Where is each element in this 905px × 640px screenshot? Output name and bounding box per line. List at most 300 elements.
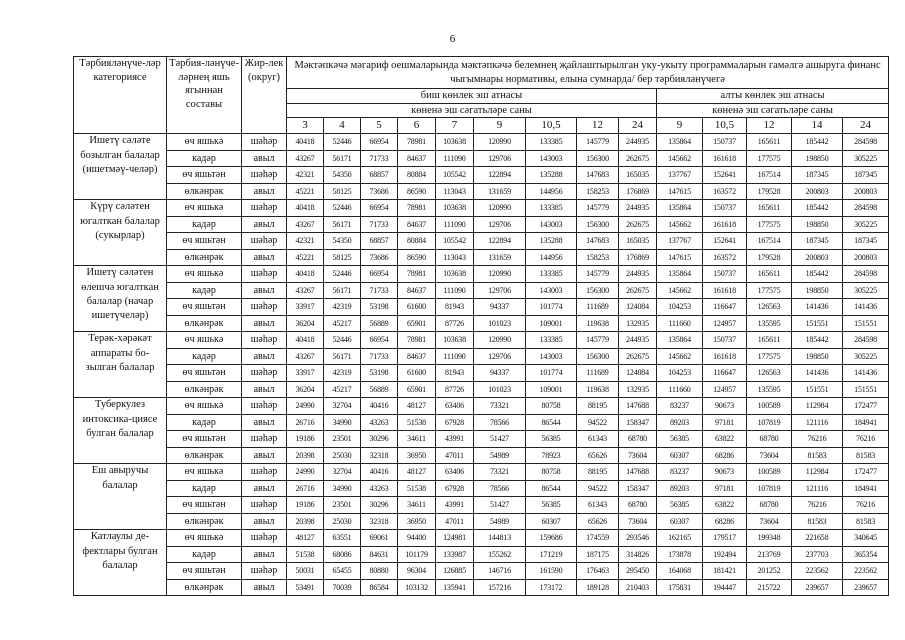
value-cell: 161618 <box>703 216 747 233</box>
value-cell: 86544 <box>526 414 577 431</box>
value-cell: 47011 <box>436 447 474 464</box>
value-cell: 51538 <box>398 414 436 431</box>
value-cell: 88195 <box>577 464 619 481</box>
value-cell: 107819 <box>747 480 792 497</box>
age-cell: өлкәнрәк <box>167 183 242 200</box>
value-cell: 144813 <box>474 530 526 547</box>
region-cell: авыл <box>242 546 287 563</box>
value-cell: 284598 <box>843 134 889 151</box>
value-cell: 198850 <box>792 150 843 167</box>
value-cell: 103638 <box>436 134 474 151</box>
value-cell: 152641 <box>703 233 747 250</box>
age-cell: кадәр <box>167 150 242 167</box>
value-cell: 295450 <box>619 563 657 580</box>
value-cell: 113043 <box>436 183 474 200</box>
value-cell: 107819 <box>747 414 792 431</box>
table-row <box>74 563 889 580</box>
value-cell: 173878 <box>657 546 703 563</box>
value-cell: 161618 <box>703 150 747 167</box>
value-cell: 66954 <box>361 332 398 349</box>
value-cell: 124084 <box>619 299 657 316</box>
value-cell: 262675 <box>619 282 657 299</box>
value-cell: 34611 <box>398 497 436 514</box>
value-cell: 179517 <box>703 530 747 547</box>
value-cell: 176869 <box>619 183 657 200</box>
value-cell: 200803 <box>792 249 843 266</box>
value-cell: 152641 <box>703 167 747 184</box>
value-cell: 340645 <box>843 530 889 547</box>
table-row <box>74 546 889 563</box>
value-cell: 63406 <box>436 398 474 415</box>
value-cell: 129706 <box>474 150 526 167</box>
value-cell: 201252 <box>747 563 792 580</box>
value-cell: 145779 <box>577 200 619 217</box>
value-cell: 84637 <box>398 348 436 365</box>
table-row <box>74 497 889 514</box>
value-cell: 56171 <box>324 216 361 233</box>
age-cell: өлкәнрәк <box>167 249 242 266</box>
value-cell: 20398 <box>287 447 324 464</box>
value-cell: 76216 <box>792 497 843 514</box>
value-cell: 43263 <box>361 480 398 497</box>
value-cell: 141436 <box>843 299 889 316</box>
value-cell: 67928 <box>436 414 474 431</box>
value-cell: 177575 <box>747 216 792 233</box>
value-cell: 103638 <box>436 266 474 283</box>
value-cell: 24990 <box>287 398 324 415</box>
value-cell: 181421 <box>703 563 747 580</box>
value-cell: 71733 <box>361 150 398 167</box>
age-cell: өч яшьтән <box>167 563 242 580</box>
value-cell: 70039 <box>324 579 361 596</box>
value-cell: 124084 <box>619 365 657 382</box>
value-cell: 156300 <box>577 150 619 167</box>
value-cell: 165611 <box>747 134 792 151</box>
region-cell: шәһәр <box>242 431 287 448</box>
value-cell: 147683 <box>577 233 619 250</box>
hours-6day-header: 12 <box>747 118 792 134</box>
region-cell: шәһәр <box>242 497 287 514</box>
value-cell: 163572 <box>703 249 747 266</box>
value-cell: 80758 <box>526 464 577 481</box>
value-cell: 165611 <box>747 200 792 217</box>
value-cell: 56385 <box>526 431 577 448</box>
value-cell: 43267 <box>287 150 324 167</box>
value-cell: 141436 <box>792 299 843 316</box>
value-cell: 116647 <box>703 365 747 382</box>
value-cell: 94522 <box>577 480 619 497</box>
hours-6day-header: 14 <box>792 118 843 134</box>
value-cell: 129706 <box>474 348 526 365</box>
value-cell: 51538 <box>287 546 324 563</box>
value-cell: 155262 <box>474 546 526 563</box>
value-cell: 26716 <box>287 414 324 431</box>
region-cell: шәһәр <box>242 332 287 349</box>
value-cell: 156300 <box>577 348 619 365</box>
value-cell: 40418 <box>287 134 324 151</box>
value-cell: 32318 <box>361 447 398 464</box>
value-cell: 45217 <box>324 315 361 332</box>
age-cell: өлкәнрәк <box>167 315 242 332</box>
value-cell: 365354 <box>843 546 889 563</box>
age-cell: кадәр <box>167 414 242 431</box>
age-cell: өлкәнрәк <box>167 381 242 398</box>
value-cell: 111660 <box>657 381 703 398</box>
value-cell: 305225 <box>843 216 889 233</box>
value-cell: 71733 <box>361 216 398 233</box>
region-cell: авыл <box>242 216 287 233</box>
region-cell: шәһәр <box>242 299 287 316</box>
value-cell: 145662 <box>657 348 703 365</box>
value-cell: 135595 <box>747 315 792 332</box>
hours-5day-header: 24 <box>619 118 657 134</box>
value-cell: 78566 <box>474 480 526 497</box>
value-cell: 150737 <box>703 266 747 283</box>
value-cell: 65626 <box>577 447 619 464</box>
age-cell: өч яшьтән <box>167 167 242 184</box>
value-cell: 73604 <box>747 513 792 530</box>
value-cell: 81943 <box>436 365 474 382</box>
header-six-day: алты көнлек эш атнасы <box>657 89 889 104</box>
hours-6day-header: 24 <box>843 118 889 134</box>
value-cell: 68286 <box>703 513 747 530</box>
age-cell: өч яшькә <box>167 530 242 547</box>
value-cell: 66954 <box>361 134 398 151</box>
value-cell: 244935 <box>619 134 657 151</box>
value-cell: 87726 <box>436 315 474 332</box>
age-cell: өлкәнрәк <box>167 513 242 530</box>
value-cell: 145662 <box>657 282 703 299</box>
age-cell: өч яшькә <box>167 464 242 481</box>
value-cell: 56171 <box>324 282 361 299</box>
value-cell: 66954 <box>361 266 398 283</box>
region-cell: шәһәр <box>242 233 287 250</box>
value-cell: 101179 <box>398 546 436 563</box>
value-cell: 120990 <box>474 134 526 151</box>
value-cell: 161590 <box>526 563 577 580</box>
value-cell: 194447 <box>703 579 747 596</box>
value-cell: 163572 <box>703 183 747 200</box>
table-row <box>74 579 889 596</box>
value-cell: 30296 <box>361 431 398 448</box>
region-cell: авыл <box>242 414 287 431</box>
value-cell: 103638 <box>436 332 474 349</box>
region-cell: авыл <box>242 381 287 398</box>
value-cell: 83237 <box>657 398 703 415</box>
value-cell: 36950 <box>398 513 436 530</box>
value-cell: 54989 <box>474 513 526 530</box>
value-cell: 47011 <box>436 513 474 530</box>
value-cell: 80884 <box>398 167 436 184</box>
value-cell: 156300 <box>577 216 619 233</box>
value-cell: 52446 <box>324 200 361 217</box>
region-cell: авыл <box>242 480 287 497</box>
value-cell: 111689 <box>577 365 619 382</box>
value-cell: 60307 <box>657 447 703 464</box>
value-cell: 175831 <box>657 579 703 596</box>
value-cell: 135864 <box>657 200 703 217</box>
value-cell: 314826 <box>619 546 657 563</box>
value-cell: 56385 <box>526 497 577 514</box>
value-cell: 45221 <box>287 249 324 266</box>
value-cell: 167514 <box>747 167 792 184</box>
value-cell: 167514 <box>747 233 792 250</box>
header-hours-label-6: көненә эш сәгатьләре саны <box>657 103 889 118</box>
value-cell: 34990 <box>324 480 361 497</box>
value-cell: 151551 <box>843 381 889 398</box>
value-cell: 198850 <box>792 348 843 365</box>
region-cell: шәһәр <box>242 266 287 283</box>
value-cell: 135288 <box>526 167 577 184</box>
category-cell: Ишетү сәләте бозылган балалар (ишетмәү-челәр) <box>74 134 167 200</box>
category-cell: Ишетү сәләтен өлешчә югалткан балалар (начар ишетүчеләр) <box>74 266 167 332</box>
value-cell: 34611 <box>398 431 436 448</box>
value-cell: 88195 <box>577 398 619 415</box>
value-cell: 53198 <box>361 365 398 382</box>
value-cell: 43267 <box>287 348 324 365</box>
value-cell: 19186 <box>287 431 324 448</box>
table-row <box>74 167 889 184</box>
value-cell: 145779 <box>577 332 619 349</box>
value-cell: 151551 <box>792 381 843 398</box>
value-cell: 112984 <box>792 398 843 415</box>
hours-5day-header: 5 <box>361 118 398 134</box>
value-cell: 45217 <box>324 381 361 398</box>
value-cell: 56171 <box>324 150 361 167</box>
table-row <box>74 216 889 233</box>
hours-6day-header: 9 <box>657 118 703 134</box>
value-cell: 111689 <box>577 299 619 316</box>
table-row <box>74 150 889 167</box>
value-cell: 137767 <box>657 233 703 250</box>
value-cell: 121116 <box>792 480 843 497</box>
value-cell: 32704 <box>324 464 361 481</box>
category-cell: Катлаулы де-фектлары булган балалар <box>74 530 167 596</box>
value-cell: 76216 <box>843 431 889 448</box>
value-cell: 158347 <box>619 414 657 431</box>
age-cell: кадәр <box>167 216 242 233</box>
value-cell: 159686 <box>526 530 577 547</box>
value-cell: 52446 <box>324 266 361 283</box>
value-cell: 78981 <box>398 332 436 349</box>
value-cell: 157216 <box>474 579 526 596</box>
value-cell: 81583 <box>792 513 843 530</box>
value-cell: 133385 <box>526 134 577 151</box>
value-cell: 90673 <box>703 464 747 481</box>
value-cell: 133385 <box>526 266 577 283</box>
value-cell: 262675 <box>619 150 657 167</box>
value-cell: 145662 <box>657 216 703 233</box>
value-cell: 144956 <box>526 183 577 200</box>
value-cell: 40418 <box>287 332 324 349</box>
value-cell: 32318 <box>361 513 398 530</box>
value-cell: 60307 <box>657 513 703 530</box>
value-cell: 76216 <box>792 431 843 448</box>
value-cell: 73321 <box>474 398 526 415</box>
value-cell: 33917 <box>287 299 324 316</box>
value-cell: 121116 <box>792 414 843 431</box>
value-cell: 305225 <box>843 348 889 365</box>
value-cell: 40416 <box>361 398 398 415</box>
region-cell: авыл <box>242 447 287 464</box>
header-region: Жир-лек (округ) <box>242 57 287 134</box>
value-cell: 239657 <box>843 579 889 596</box>
value-cell: 192494 <box>703 546 747 563</box>
value-cell: 71733 <box>361 282 398 299</box>
value-cell: 25030 <box>324 513 361 530</box>
value-cell: 84637 <box>398 216 436 233</box>
value-cell: 284598 <box>843 332 889 349</box>
category-cell: Терәк-хәрәкәт аппараты бо-зылган балалар <box>74 332 167 398</box>
header-five-day: биш көнлек эш атнасы <box>287 89 657 104</box>
value-cell: 56889 <box>361 381 398 398</box>
value-cell: 176869 <box>619 249 657 266</box>
value-cell: 132935 <box>619 381 657 398</box>
value-cell: 185442 <box>792 134 843 151</box>
value-cell: 131659 <box>474 249 526 266</box>
value-cell: 158347 <box>619 480 657 497</box>
value-cell: 63822 <box>703 497 747 514</box>
value-cell: 145662 <box>657 150 703 167</box>
value-cell: 126563 <box>747 299 792 316</box>
value-cell: 94337 <box>474 299 526 316</box>
value-cell: 135864 <box>657 266 703 283</box>
value-cell: 116647 <box>703 299 747 316</box>
value-cell: 104253 <box>657 299 703 316</box>
value-cell: 172477 <box>843 398 889 415</box>
value-cell: 185442 <box>792 266 843 283</box>
hours-5day-header: 3 <box>287 118 324 134</box>
value-cell: 32704 <box>324 398 361 415</box>
header-hours-label-5: көненә эш сәгатьләре саны <box>287 103 657 118</box>
region-cell: шәһәр <box>242 464 287 481</box>
value-cell: 86590 <box>398 249 436 266</box>
region-cell: шәһәр <box>242 530 287 547</box>
value-cell: 83237 <box>657 464 703 481</box>
value-cell: 68780 <box>747 431 792 448</box>
value-cell: 293546 <box>619 530 657 547</box>
value-cell: 65455 <box>324 563 361 580</box>
value-cell: 143003 <box>526 282 577 299</box>
table-row <box>74 513 889 530</box>
value-cell: 67928 <box>436 480 474 497</box>
value-cell: 161618 <box>703 282 747 299</box>
value-cell: 48127 <box>398 464 436 481</box>
category-cell: Күрү сәләтен югалткан балалар (сукырлар) <box>74 200 167 266</box>
value-cell: 200803 <box>792 183 843 200</box>
value-cell: 147615 <box>657 249 703 266</box>
age-cell: кадәр <box>167 546 242 563</box>
value-cell: 54350 <box>324 167 361 184</box>
hours-5day-header: 12 <box>577 118 619 134</box>
value-cell: 284598 <box>843 266 889 283</box>
value-cell: 73604 <box>619 447 657 464</box>
header-age: Тәрбия-ләнүче-ләрнең яшь ягыннан составы <box>167 57 242 134</box>
value-cell: 158253 <box>577 183 619 200</box>
value-cell: 133385 <box>526 332 577 349</box>
value-cell: 100589 <box>747 464 792 481</box>
value-cell: 61343 <box>577 431 619 448</box>
value-cell: 135595 <box>747 381 792 398</box>
value-cell: 165611 <box>747 266 792 283</box>
value-cell: 68086 <box>324 546 361 563</box>
value-cell: 129706 <box>474 282 526 299</box>
table-row <box>74 398 889 415</box>
value-cell: 109001 <box>526 381 577 398</box>
value-cell: 20398 <box>287 513 324 530</box>
value-cell: 120990 <box>474 332 526 349</box>
value-cell: 120990 <box>474 266 526 283</box>
value-cell: 126563 <box>747 365 792 382</box>
value-cell: 104253 <box>657 365 703 382</box>
value-cell: 223562 <box>792 563 843 580</box>
table-row <box>74 414 889 431</box>
value-cell: 111090 <box>436 282 474 299</box>
hours-6day-header: 10,5 <box>703 118 747 134</box>
value-cell: 135864 <box>657 332 703 349</box>
value-cell: 56385 <box>657 497 703 514</box>
value-cell: 87726 <box>436 381 474 398</box>
value-cell: 86584 <box>361 579 398 596</box>
age-cell: өч яшьтән <box>167 299 242 316</box>
value-cell: 109001 <box>526 315 577 332</box>
value-cell: 69061 <box>361 530 398 547</box>
value-cell: 25030 <box>324 447 361 464</box>
page-number: 6 <box>449 33 456 45</box>
table-row <box>74 200 889 217</box>
value-cell: 126885 <box>436 563 474 580</box>
value-cell: 119638 <box>577 315 619 332</box>
value-cell: 174559 <box>577 530 619 547</box>
category-cell: Еш авыручы балалар <box>74 464 167 530</box>
value-cell: 129706 <box>474 216 526 233</box>
value-cell: 68286 <box>703 447 747 464</box>
table-row <box>74 464 889 481</box>
value-cell: 65626 <box>577 513 619 530</box>
value-cell: 198850 <box>792 282 843 299</box>
value-cell: 145779 <box>577 134 619 151</box>
value-cell: 78981 <box>398 200 436 217</box>
value-cell: 135864 <box>657 134 703 151</box>
value-cell: 36204 <box>287 315 324 332</box>
region-cell: авыл <box>242 249 287 266</box>
value-cell: 137767 <box>657 167 703 184</box>
value-cell: 23501 <box>324 431 361 448</box>
value-cell: 36204 <box>287 381 324 398</box>
header-main: Мәктәпкәчә мәгариф оешмаларында мәктәпкәчә белемнең җайлаштырылган уку-укыту программаларын гамәлгә ашыруга финанс чыгымнары нормативы, елына сумнарда/ бер тәрбияләнүчегә <box>287 57 889 89</box>
value-cell: 141436 <box>843 365 889 382</box>
value-cell: 150737 <box>703 134 747 151</box>
age-cell: өлкәнрәк <box>167 579 242 596</box>
value-cell: 66954 <box>361 200 398 217</box>
value-cell: 68780 <box>619 431 657 448</box>
value-cell: 54989 <box>474 447 526 464</box>
value-cell: 113043 <box>436 249 474 266</box>
value-cell: 171219 <box>526 546 577 563</box>
value-cell: 52446 <box>324 332 361 349</box>
value-cell: 51427 <box>474 497 526 514</box>
value-cell: 71733 <box>361 348 398 365</box>
value-cell: 147688 <box>619 398 657 415</box>
age-cell: өч яшькә <box>167 332 242 349</box>
value-cell: 151551 <box>792 315 843 332</box>
value-cell: 100589 <box>747 398 792 415</box>
value-cell: 19186 <box>287 497 324 514</box>
value-cell: 284598 <box>843 200 889 217</box>
value-cell: 73686 <box>361 183 398 200</box>
table-row <box>74 183 889 200</box>
value-cell: 86544 <box>526 480 577 497</box>
